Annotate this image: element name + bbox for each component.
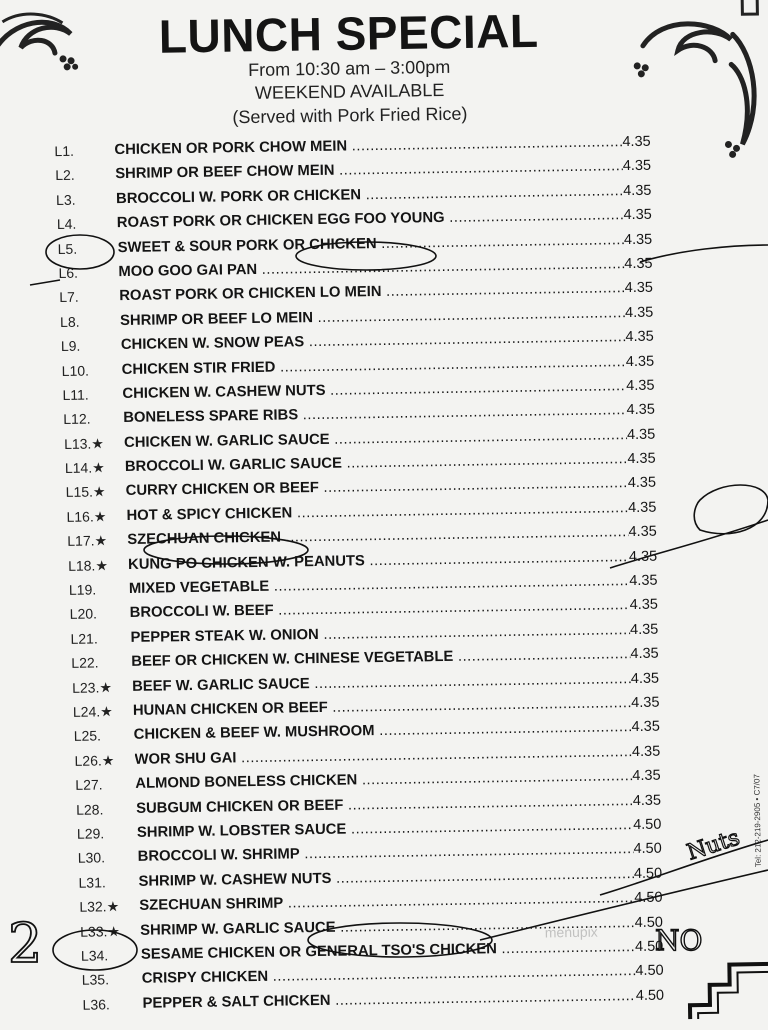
menu-item-code: L30. bbox=[77, 849, 106, 867]
menu-item-price: 4.35 bbox=[625, 353, 655, 370]
menu-item-name: SWEET & SOUR PORK OR CHICKEN ..... bbox=[117, 228, 624, 260]
menu-item-code: L22. bbox=[71, 654, 99, 672]
menu-item-code: L31. bbox=[78, 874, 106, 891]
menu-item-code: L21. bbox=[70, 630, 98, 647]
menu-item-name: HOT & SPICY CHICKEN ..... bbox=[126, 496, 628, 528]
menu-list bbox=[54, 129, 688, 1017]
menu-item-name: PEPPER STEAK W. ONION ..... bbox=[130, 618, 630, 650]
menu-item-name: CHICKEN STIR FRIED ..... bbox=[121, 350, 626, 382]
menu-item-code: L18.★ bbox=[67, 556, 109, 574]
menu-item-price: 4.35 bbox=[628, 499, 657, 516]
menu-item-code: L8. bbox=[59, 313, 80, 330]
menu-item-code: L15.★ bbox=[65, 483, 106, 501]
menu-item-name: SZECHUAN SHRIMP ..... bbox=[139, 886, 634, 918]
menu-item-price: 4.35 bbox=[622, 133, 651, 151]
menu-item-name: ROAST PORK OR CHICKEN LO MEIN ..... bbox=[119, 276, 625, 308]
menu-item-code: L29. bbox=[76, 825, 105, 842]
menu-item-code: L4. bbox=[56, 215, 77, 233]
menu-item-price: 4.35 bbox=[627, 450, 656, 468]
menu-item-name: HUNAN CHICKEN OR BEEF ..... bbox=[133, 691, 632, 723]
served-with-text: (Served with Pork Fried Rice) bbox=[232, 103, 468, 128]
menu-item-price: 4.35 bbox=[631, 694, 660, 712]
page-title: LUNCH SPECIAL bbox=[158, 3, 539, 63]
menu-item-code: L5. bbox=[57, 240, 78, 257]
menu-item-code: L27. bbox=[75, 776, 103, 793]
menu-item-price: 4.50 bbox=[634, 914, 664, 931]
menu-item-price: 4.35 bbox=[630, 670, 660, 687]
menu-item-price: 4.35 bbox=[623, 206, 652, 224]
menu-item-price: 4.35 bbox=[627, 475, 657, 492]
menu-item-price: 4.35 bbox=[630, 645, 659, 663]
menu-item-code: L13.★ bbox=[63, 435, 105, 452]
menu-item-name: BROCCOLI W. GARLIC SAUCE ..... bbox=[125, 447, 628, 479]
menu-item-name: CRISPY CHICKEN ..... bbox=[142, 959, 636, 991]
menu-item-name: MIXED VEGETABLE ..... bbox=[129, 569, 630, 601]
menu-item-price: 4.50 bbox=[633, 816, 662, 834]
menu-item-name: CHICKEN OR PORK CHOW MEIN ..... bbox=[114, 130, 622, 162]
menu-item-code: L33.★ bbox=[80, 922, 121, 940]
menu-item-code: L11. bbox=[62, 386, 89, 403]
menu-item-price: 4.35 bbox=[632, 792, 662, 809]
menu-item-price: 4.50 bbox=[634, 889, 663, 907]
menu-item-code: L16.★ bbox=[66, 508, 107, 525]
watermark: menupix bbox=[544, 923, 598, 941]
menu-item-name: SHRIMP OR BEEF CHOW MEIN ..... bbox=[115, 155, 623, 187]
menu-item-name: SZECHUAN CHICKEN ..... bbox=[127, 520, 629, 552]
menu-item-name: SHRIMP W. LOBSTER SAUCE ..... bbox=[137, 813, 634, 845]
menu-item-price: 4.35 bbox=[632, 767, 661, 785]
menu-item-code: L14.★ bbox=[64, 459, 105, 477]
menu-item-price: 4.35 bbox=[624, 255, 653, 273]
menu-item-name: WOR SHU GAI ..... bbox=[134, 740, 632, 772]
menu-item-name: ROAST PORK OR CHICKEN EGG FOO YOUNG ..... bbox=[117, 203, 624, 235]
menu-item-price: 4.35 bbox=[628, 523, 657, 541]
menu-item-name: SHRIMP W. GARLIC SAUCE ..... bbox=[140, 911, 635, 943]
menu-item-code: L23.★ bbox=[72, 678, 113, 696]
menu-item-price: 4.50 bbox=[633, 840, 662, 858]
menu-item-code: L24.★ bbox=[72, 703, 113, 720]
menu-item-name: BEEF OR CHICKEN W. CHINESE VEGETABLE ..... bbox=[131, 642, 631, 674]
menu-item-code: L10. bbox=[61, 362, 90, 379]
menu-item-name: CHICKEN W. GARLIC SAUCE ..... bbox=[124, 423, 627, 455]
menu-item-name: CURRY CHICKEN OR BEEF ..... bbox=[126, 472, 628, 504]
menu-item-name: SESAME CHICKEN OR GENERAL TSO'S CHICKEN ..... bbox=[141, 935, 635, 967]
menu-item-price: 4.35 bbox=[624, 280, 654, 297]
menu-item-code: L19. bbox=[68, 581, 97, 598]
menu-item-price: 4.50 bbox=[635, 962, 664, 980]
menu-item-code: L32.★ bbox=[79, 898, 120, 915]
menu-item-name: SHRIMP OR BEEF LO MEIN ..... bbox=[120, 301, 625, 333]
menu-item-code: L25. bbox=[73, 727, 102, 745]
menu-item-price: 4.35 bbox=[626, 377, 655, 395]
menu-item-name: BROCCOLI W. PORK OR CHICKEN ..... bbox=[116, 179, 623, 211]
menu-item-name: CHICKEN W. CASHEW NUTS ..... bbox=[122, 374, 626, 406]
menu-item-code: L12. bbox=[63, 410, 91, 428]
menu-item-price: 4.35 bbox=[623, 231, 653, 248]
menu-item-code: L1. bbox=[54, 142, 75, 160]
menu-item-code: L2. bbox=[55, 167, 75, 184]
menu-item-price: 4.50 bbox=[633, 865, 663, 882]
menu-item-name: KUNG PO CHICKEN W. PEANUTS ..... bbox=[128, 545, 629, 577]
menu-item-price: 4.35 bbox=[629, 597, 659, 614]
menu-item-name: CHICKEN W. SNOW PEAS ..... bbox=[121, 325, 626, 357]
menu-item-code: L34. bbox=[80, 947, 109, 964]
menu-item-name: ALMOND BONELESS CHICKEN ..... bbox=[135, 764, 632, 796]
menu-item-name: BROCCOLI W. BEEF ..... bbox=[130, 594, 630, 626]
weekend-text: WEEKEND AVAILABLE bbox=[254, 79, 445, 103]
side-print: Tel: 212-219-2905 • C7/07 bbox=[752, 774, 763, 868]
menu-item-name: MOO GOO GAI PAN ..... bbox=[118, 252, 624, 284]
hours-text: From 10:30 am – 3:00pm bbox=[248, 56, 451, 81]
menu-item-code: L9. bbox=[60, 337, 81, 355]
menu-item-price: 4.35 bbox=[629, 572, 658, 590]
menu-item-name: SHRIMP W. CASHEW NUTS ..... bbox=[138, 862, 634, 894]
menu-item-code: L6. bbox=[58, 264, 79, 281]
menu-item-code: L35. bbox=[81, 971, 110, 989]
menu-item-name: CHICKEN & BEEF W. MUSHROOM ..... bbox=[134, 715, 632, 747]
menu-item-price: 4.35 bbox=[626, 401, 655, 419]
menu-item-name: BEEF W. GARLIC SAUCE ..... bbox=[132, 667, 631, 699]
menu-item-name: SUBGUM CHICKEN OR BEEF ..... bbox=[136, 789, 633, 821]
menu-item-code: L28. bbox=[76, 800, 104, 818]
handwritten-no: NO bbox=[655, 924, 703, 957]
menu-item-name: BONELESS SPARE RIBS ..... bbox=[123, 398, 627, 430]
menu-item-price: 4.35 bbox=[625, 328, 654, 346]
menu-item-price: 4.35 bbox=[626, 426, 656, 443]
menu-item-price: 4.35 bbox=[622, 158, 652, 175]
menu-item-price: 4.50 bbox=[634, 938, 664, 955]
handwritten-nuts: Nuts bbox=[684, 825, 743, 866]
menu-item-code: L17.★ bbox=[67, 532, 108, 550]
menu-item-name: BROCCOLI W. SHRIMP ..... bbox=[138, 837, 634, 869]
handwritten-number: 2 bbox=[8, 912, 43, 975]
menu-item-code: L26.★ bbox=[74, 751, 115, 769]
menu-item-code: L20. bbox=[69, 605, 98, 623]
menu-item-code: L3. bbox=[55, 191, 76, 208]
menu-item-code: L7. bbox=[59, 289, 79, 306]
menu-item-price: 4.35 bbox=[631, 719, 660, 736]
menu-item-price: 4.35 bbox=[631, 743, 661, 760]
menu-item-price: 4.35 bbox=[628, 548, 658, 565]
menu-item-code: L36. bbox=[82, 995, 110, 1013]
menu-item-price: 4.35 bbox=[624, 304, 654, 321]
menu-item-price: 4.50 bbox=[635, 987, 665, 1004]
menu-item-name: PEPPER & SALT CHICKEN ..... bbox=[142, 984, 636, 1016]
menu-item-price: 4.35 bbox=[623, 182, 652, 199]
menu-item-price: 4.35 bbox=[629, 621, 659, 638]
